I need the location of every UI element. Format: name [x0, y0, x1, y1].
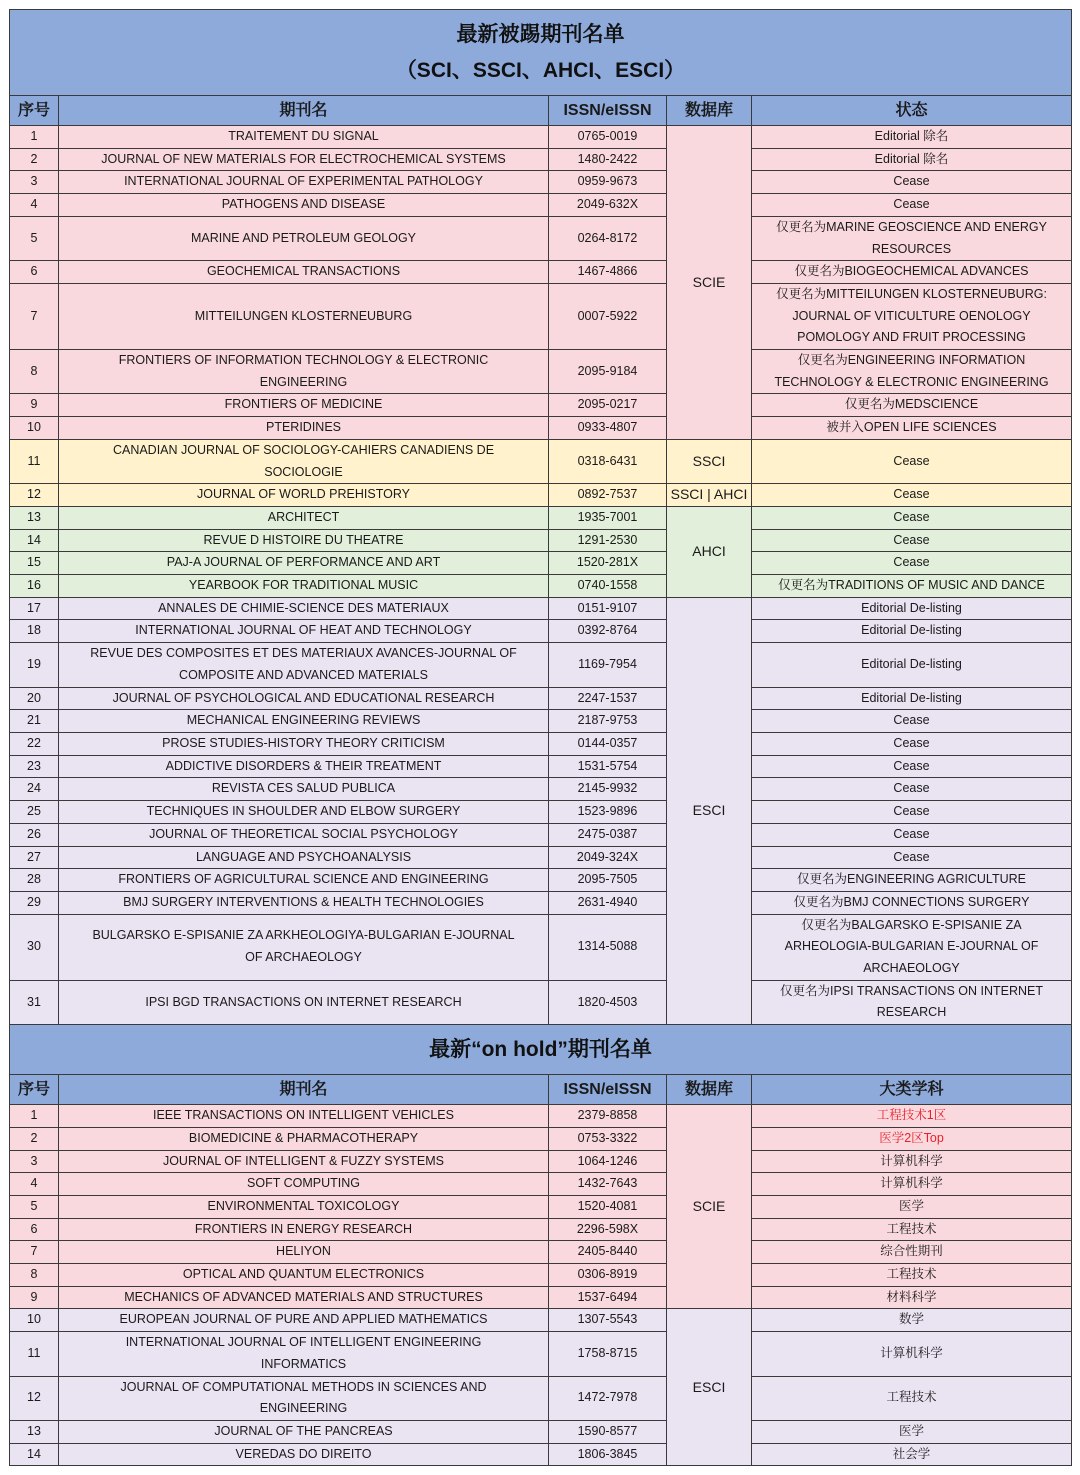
- issn: 1472-7978: [549, 1376, 667, 1420]
- row-number: 25: [10, 801, 59, 824]
- table-row: [10, 1241, 1072, 1264]
- issn: 0765-0019: [549, 126, 667, 149]
- table-row: [10, 914, 1072, 980]
- row-number: 5: [10, 216, 59, 260]
- table-row: [10, 1127, 1072, 1150]
- row-number: 11: [10, 1332, 59, 1376]
- table-row: [10, 1150, 1072, 1173]
- status: Cease: [752, 846, 1072, 869]
- status: 仅更名为BALGARSKO E-SPISANIE ZA ARHEOLOGIA-BULGARIAN E-JOURNAL OF ARCHAEOLOGY: [752, 914, 1072, 980]
- journal-name: TRAITEMENT DU SIGNAL: [59, 126, 549, 149]
- issn: 0318-6431: [549, 439, 667, 483]
- row-number: 7: [10, 1241, 59, 1264]
- row-number: 9: [10, 394, 59, 417]
- row-number: 18: [10, 620, 59, 643]
- row-number: 29: [10, 891, 59, 914]
- issn: 2631-4940: [549, 891, 667, 914]
- status: 被并入OPEN LIFE SCIENCES: [752, 417, 1072, 440]
- table-row: [10, 194, 1072, 217]
- database: SCIE: [667, 1105, 752, 1309]
- row-number: 27: [10, 846, 59, 869]
- table-body: [10, 126, 1072, 1025]
- status: Editorial 除名: [752, 126, 1072, 149]
- status: Cease: [752, 732, 1072, 755]
- header-no: 序号: [10, 1075, 59, 1105]
- table-row: [10, 869, 1072, 892]
- row-number: 11: [10, 439, 59, 483]
- row-number: 10: [10, 417, 59, 440]
- table-row: [10, 575, 1072, 598]
- issn: 2296-598X: [549, 1218, 667, 1241]
- subject-category: 综合性期刊: [752, 1241, 1072, 1264]
- journal-name: MECHANICAL ENGINEERING REVIEWS: [59, 710, 549, 733]
- header-db: 数据库: [667, 96, 752, 126]
- table-row: [10, 439, 1072, 483]
- table-body: [10, 1105, 1072, 1466]
- header-issn: ISSN/eISSN: [549, 96, 667, 126]
- status: 仅更名为BIOGEOCHEMICAL ADVANCES: [752, 261, 1072, 284]
- table-row: [10, 126, 1072, 149]
- row-number: 8: [10, 350, 59, 394]
- issn: 0892-7537: [549, 484, 667, 507]
- row-number: 7: [10, 283, 59, 349]
- table-row: [10, 1105, 1072, 1128]
- issn: 0740-1558: [549, 575, 667, 598]
- issn: 2475-0387: [549, 823, 667, 846]
- row-number: 13: [10, 506, 59, 529]
- table-row: [10, 506, 1072, 529]
- header-name: 期刊名: [59, 96, 549, 126]
- journal-name: INTERNATIONAL JOURNAL OF EXPERIMENTAL PATHOLOGY: [59, 171, 549, 194]
- database: AHCI: [667, 506, 752, 597]
- journal-name: VEREDAS DO DIREITO: [59, 1443, 549, 1466]
- issn: 2379-8858: [549, 1105, 667, 1128]
- journal-name: CANADIAN JOURNAL OF SOCIOLOGY-CAHIERS CANADIENS DE SOCIOLOGIE: [59, 439, 549, 483]
- status: Cease: [752, 823, 1072, 846]
- subject-category: 工程技术: [752, 1264, 1072, 1287]
- row-number: 12: [10, 1376, 59, 1420]
- journal-name: FRONTIERS IN ENERGY RESEARCH: [59, 1218, 549, 1241]
- row-number: 23: [10, 755, 59, 778]
- table-row: [10, 687, 1072, 710]
- database: ESCI: [667, 1309, 752, 1466]
- issn: 2145-9932: [549, 778, 667, 801]
- table-row: [10, 261, 1072, 284]
- subject-category: 社会学: [752, 1443, 1072, 1466]
- on-hold-journals-table: [9, 1024, 1072, 1466]
- table-row: [10, 801, 1072, 824]
- status: 仅更名为MITTEILUNGEN KLOSTERNEUBURG: JOURNAL OF VITICULTURE OENOLOGY POMOLOGY AND FRUIT PROCESSING: [752, 283, 1072, 349]
- header-category: 大类学科: [752, 1075, 1072, 1105]
- table-row: [10, 1195, 1072, 1218]
- row-number: 3: [10, 171, 59, 194]
- row-number: 10: [10, 1309, 59, 1332]
- journal-name: JOURNAL OF THEORETICAL SOCIAL PSYCHOLOGY: [59, 823, 549, 846]
- journal-name: ENVIRONMENTAL TOXICOLOGY: [59, 1195, 549, 1218]
- issn: 0933-4807: [549, 417, 667, 440]
- status: Cease: [752, 484, 1072, 507]
- journal-name: FRONTIERS OF AGRICULTURAL SCIENCE AND ENGINEERING: [59, 869, 549, 892]
- status: Cease: [752, 552, 1072, 575]
- journal-name: GEOCHEMICAL TRANSACTIONS: [59, 261, 549, 284]
- database: SSCI: [667, 439, 752, 483]
- journal-name: FRONTIERS OF INFORMATION TECHNOLOGY & ELECTRONIC ENGINEERING: [59, 350, 549, 394]
- issn: 1758-8715: [549, 1332, 667, 1376]
- row-number: 12: [10, 484, 59, 507]
- journal-name: INTERNATIONAL JOURNAL OF HEAT AND TECHNOLOGY: [59, 620, 549, 643]
- status: Cease: [752, 171, 1072, 194]
- status: Editorial De-listing: [752, 597, 1072, 620]
- table-row: [10, 620, 1072, 643]
- issn: 1520-4081: [549, 1195, 667, 1218]
- table-row: [10, 1309, 1072, 1332]
- row-number: 24: [10, 778, 59, 801]
- journal-name: MARINE AND PETROLEUM GEOLOGY: [59, 216, 549, 260]
- journal-name: ARCHITECT: [59, 506, 549, 529]
- subject-category: 材料科学: [752, 1286, 1072, 1309]
- journal-name: INTERNATIONAL JOURNAL OF INTELLIGENT ENGINEERING INFORMATICS: [59, 1332, 549, 1376]
- table-row: [10, 350, 1072, 394]
- row-number: 13: [10, 1420, 59, 1443]
- database: SCIE: [667, 126, 752, 440]
- issn: 0753-3322: [549, 1127, 667, 1150]
- status: 仅更名为BMJ CONNECTIONS SURGERY: [752, 891, 1072, 914]
- row-number: 30: [10, 914, 59, 980]
- issn: 2405-8440: [549, 1241, 667, 1264]
- status: Editorial De-listing: [752, 643, 1072, 687]
- row-number: 2: [10, 1127, 59, 1150]
- subject-category: 数学: [752, 1309, 1072, 1332]
- row-number: 1: [10, 126, 59, 149]
- subject-category: 计算机科学: [752, 1332, 1072, 1376]
- row-number: 28: [10, 869, 59, 892]
- table-row: [10, 394, 1072, 417]
- issn: 0151-9107: [549, 597, 667, 620]
- issn: 2247-1537: [549, 687, 667, 710]
- status: Editorial De-listing: [752, 620, 1072, 643]
- table-row: [10, 710, 1072, 733]
- subject-category: 计算机科学: [752, 1173, 1072, 1196]
- status: Cease: [752, 194, 1072, 217]
- journal-name: PROSE STUDIES-HISTORY THEORY CRITICISM: [59, 732, 549, 755]
- journal-name: REVUE DES COMPOSITES ET DES MATERIAUX AVANCES-JOURNAL OF COMPOSITE AND ADVANCED MATERIALS: [59, 643, 549, 687]
- status: 仅更名为MEDSCIENCE: [752, 394, 1072, 417]
- issn: 1520-281X: [549, 552, 667, 575]
- issn: 2049-324X: [549, 846, 667, 869]
- issn: 2049-632X: [549, 194, 667, 217]
- issn: 1590-8577: [549, 1420, 667, 1443]
- journal-name: FRONTIERS OF MEDICINE: [59, 394, 549, 417]
- status: Cease: [752, 710, 1072, 733]
- issn: 0392-8764: [549, 620, 667, 643]
- journal-name: TECHNIQUES IN SHOULDER AND ELBOW SURGERY: [59, 801, 549, 824]
- journal-name: EUROPEAN JOURNAL OF PURE AND APPLIED MATHEMATICS: [59, 1309, 549, 1332]
- journal-name: JOURNAL OF PSYCHOLOGICAL AND EDUCATIONAL RESEARCH: [59, 687, 549, 710]
- journal-name: JOURNAL OF INTELLIGENT & FUZZY SYSTEMS: [59, 1150, 549, 1173]
- row-number: 14: [10, 529, 59, 552]
- status: 仅更名为MARINE GEOSCIENCE AND ENERGY RESOURCES: [752, 216, 1072, 260]
- table-row: [10, 823, 1072, 846]
- subtitle-text: （SCI、SSCI、AHCI、ESCI）: [395, 58, 686, 82]
- title-text: 最新被踢期刊名单: [456, 22, 625, 46]
- issn: 1314-5088: [549, 914, 667, 980]
- status: Cease: [752, 439, 1072, 483]
- table-row: [10, 216, 1072, 260]
- status: 仅更名为ENGINEERING AGRICULTURE: [752, 869, 1072, 892]
- header-db: 数据库: [667, 1075, 752, 1105]
- database: SSCI | AHCI: [667, 484, 752, 507]
- row-number: 5: [10, 1195, 59, 1218]
- subject-category: 医学2区Top: [752, 1127, 1072, 1150]
- table-row: [10, 1218, 1072, 1241]
- journal-name: JOURNAL OF WORLD PREHISTORY: [59, 484, 549, 507]
- issn: 0306-8919: [549, 1264, 667, 1287]
- subject-category: 医学: [752, 1195, 1072, 1218]
- issn: 1169-7954: [549, 643, 667, 687]
- row-number: 4: [10, 194, 59, 217]
- journal-name: IPSI BGD TRANSACTIONS ON INTERNET RESEARCH: [59, 980, 549, 1024]
- journal-name: HELIYON: [59, 1241, 549, 1264]
- status: Cease: [752, 529, 1072, 552]
- table-row: [10, 417, 1072, 440]
- subject-category: 工程技术1区: [752, 1105, 1072, 1128]
- status: 仅更名为ENGINEERING INFORMATION TECHNOLOGY & ELECTRONIC ENGINEERING: [752, 350, 1072, 394]
- journal-name: PATHOGENS AND DISEASE: [59, 194, 549, 217]
- table-row: [10, 484, 1072, 507]
- issn: 2095-7505: [549, 869, 667, 892]
- row-number: 9: [10, 1286, 59, 1309]
- issn: 1432-7643: [549, 1173, 667, 1196]
- issn: 1935-7001: [549, 506, 667, 529]
- status: Editorial De-listing: [752, 687, 1072, 710]
- journal-name: REVISTA CES SALUD PUBLICA: [59, 778, 549, 801]
- table-row: [10, 1286, 1072, 1309]
- table-row: [10, 171, 1072, 194]
- table-row: [10, 552, 1072, 575]
- row-number: 31: [10, 980, 59, 1024]
- journal-name: OPTICAL AND QUANTUM ELECTRONICS: [59, 1264, 549, 1287]
- journal-name: MITTEILUNGEN KLOSTERNEUBURG: [59, 283, 549, 349]
- journal-name: MECHANICS OF ADVANCED MATERIALS AND STRUCTURES: [59, 1286, 549, 1309]
- status: Cease: [752, 801, 1072, 824]
- table-row: [10, 148, 1072, 171]
- status: Cease: [752, 778, 1072, 801]
- table-row: [10, 1332, 1072, 1376]
- table-row: [10, 755, 1072, 778]
- status: 仅更名为TRADITIONS OF MUSIC AND DANCE: [752, 575, 1072, 598]
- table-row: [10, 891, 1072, 914]
- row-number: 6: [10, 261, 59, 284]
- issn: 1064-1246: [549, 1150, 667, 1173]
- journal-name: SOFT COMPUTING: [59, 1173, 549, 1196]
- journal-name: LANGUAGE AND PSYCHOANALYSIS: [59, 846, 549, 869]
- journal-name: IEEE TRANSACTIONS ON INTELLIGENT VEHICLES: [59, 1105, 549, 1128]
- status: Cease: [752, 506, 1072, 529]
- row-number: 21: [10, 710, 59, 733]
- table-row: [10, 597, 1072, 620]
- header-name: 期刊名: [59, 1075, 549, 1105]
- status: Cease: [752, 755, 1072, 778]
- table-row: [10, 1376, 1072, 1420]
- table-row: [10, 846, 1072, 869]
- issn: 2095-0217: [549, 394, 667, 417]
- row-number: 8: [10, 1264, 59, 1287]
- issn: 0144-0357: [549, 732, 667, 755]
- journal-name: BULGARSKO E-SPISANIE ZA ARKHEOLOGIYA-BULGARIAN E-JOURNAL OF ARCHAEOLOGY: [59, 914, 549, 980]
- issn: 1806-3845: [549, 1443, 667, 1466]
- issn: 0959-9673: [549, 171, 667, 194]
- row-number: 4: [10, 1173, 59, 1196]
- issn: 0264-8172: [549, 216, 667, 260]
- table-row: [10, 980, 1072, 1024]
- subject-category: 工程技术: [752, 1376, 1072, 1420]
- row-number: 15: [10, 552, 59, 575]
- journal-name: JOURNAL OF COMPUTATIONAL METHODS IN SCIENCES AND ENGINEERING: [59, 1376, 549, 1420]
- issn: 1291-2530: [549, 529, 667, 552]
- row-number: 1: [10, 1105, 59, 1128]
- row-number: 19: [10, 643, 59, 687]
- journal-name: BMJ SURGERY INTERVENTIONS & HEALTH TECHNOLOGIES: [59, 891, 549, 914]
- journal-name: JOURNAL OF THE PANCREAS: [59, 1420, 549, 1443]
- subject-category: 工程技术: [752, 1218, 1072, 1241]
- header-status: 状态: [752, 96, 1072, 126]
- issn: 1307-5543: [549, 1309, 667, 1332]
- issn: 0007-5922: [549, 283, 667, 349]
- header-issn: ISSN/eISSN: [549, 1075, 667, 1105]
- table-title: [10, 10, 1072, 96]
- row-number: 3: [10, 1150, 59, 1173]
- row-number: 16: [10, 575, 59, 598]
- table-row: [10, 529, 1072, 552]
- journal-name: BIOMEDICINE & PHARMACOTHERAPY: [59, 1127, 549, 1150]
- table-row: [10, 283, 1072, 349]
- database: ESCI: [667, 597, 752, 1024]
- status: 仅更名为IPSI TRANSACTIONS ON INTERNET RESEARCH: [752, 980, 1072, 1024]
- issn: 1480-2422: [549, 148, 667, 171]
- issn: 1537-6494: [549, 1286, 667, 1309]
- status: Editorial 除名: [752, 148, 1072, 171]
- issn: 2095-9184: [549, 350, 667, 394]
- table-row: [10, 1443, 1072, 1466]
- table-row: [10, 732, 1072, 755]
- journal-name: REVUE D HISTOIRE DU THEATRE: [59, 529, 549, 552]
- row-number: 17: [10, 597, 59, 620]
- table-row: [10, 643, 1072, 687]
- table-row: [10, 778, 1072, 801]
- table-row: [10, 1420, 1072, 1443]
- issn: 1467-4866: [549, 261, 667, 284]
- table-row: [10, 1264, 1072, 1287]
- header-no: 序号: [10, 96, 59, 126]
- row-number: 26: [10, 823, 59, 846]
- row-number: 2: [10, 148, 59, 171]
- row-number: 6: [10, 1218, 59, 1241]
- table-title: 最新“on hold”期刊名单: [10, 1025, 1072, 1075]
- journal-name: ANNALES DE CHIMIE-SCIENCE DES MATERIAUX: [59, 597, 549, 620]
- journal-name: PTERIDINES: [59, 417, 549, 440]
- subject-category: 医学: [752, 1420, 1072, 1443]
- journal-name: JOURNAL OF NEW MATERIALS FOR ELECTROCHEMICAL SYSTEMS: [59, 148, 549, 171]
- row-number: 14: [10, 1443, 59, 1466]
- removed-journals-table: [9, 9, 1072, 1025]
- journal-name: PAJ-A JOURNAL OF PERFORMANCE AND ART: [59, 552, 549, 575]
- journal-name: YEARBOOK FOR TRADITIONAL MUSIC: [59, 575, 549, 598]
- issn: 2187-9753: [549, 710, 667, 733]
- table-row: [10, 1173, 1072, 1196]
- row-number: 22: [10, 732, 59, 755]
- issn: 1820-4503: [549, 980, 667, 1024]
- subject-category: 计算机科学: [752, 1150, 1072, 1173]
- issn: 1523-9896: [549, 801, 667, 824]
- row-number: 20: [10, 687, 59, 710]
- issn: 1531-5754: [549, 755, 667, 778]
- journal-name: ADDICTIVE DISORDERS & THEIR TREATMENT: [59, 755, 549, 778]
